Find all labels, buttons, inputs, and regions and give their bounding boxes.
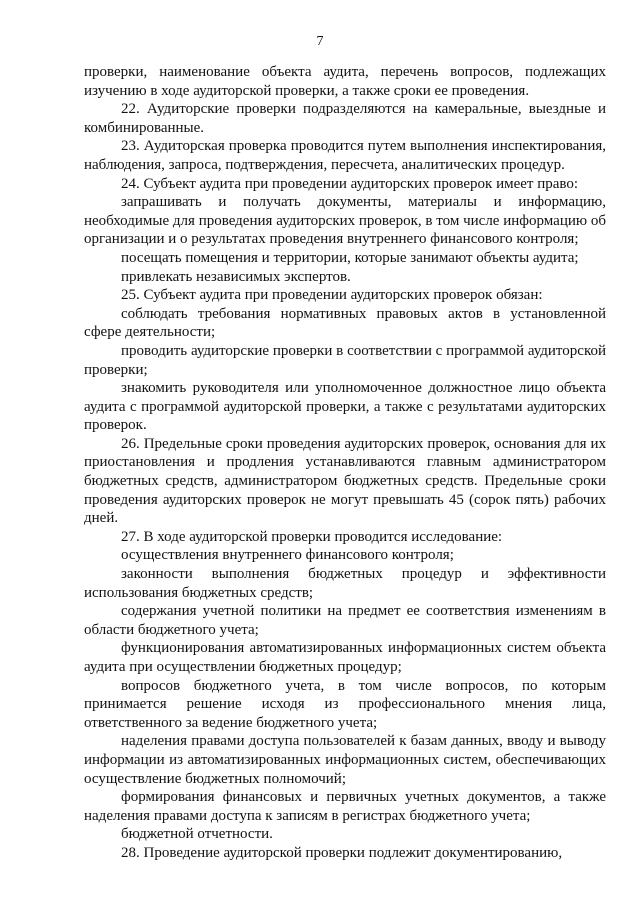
paragraph-22: 22. Аудиторские проверки подразделяются на камеральные, выездные и комбинированные. — [84, 101, 606, 136]
paragraph-27-item: бюджетной отчетности. — [121, 826, 273, 843]
paragraph-27-item: формирования финансовых и первичных учетных документов, а также наделения правами доступа к записям в регистрах бюджетного учета; — [84, 789, 606, 824]
paragraph-27-item: содержания учетной политики на предмет ее соответствия изменениям в области бюджетного учета; — [84, 603, 606, 638]
paragraph-25-item: проводить аудиторские проверки в соответствии с программой аудиторской проверки; — [84, 342, 606, 378]
page-number: 7 — [316, 34, 324, 49]
paragraph-24-item: запрашивать и получать документы, материалы и информацию, необходимые для проведения аудиторских проверок, в том числе информацию об организации и о результатах проведения внутреннего финансового контроля; — [84, 194, 606, 248]
paragraph-continuation: проверки, наименование объекта аудита, перечень вопросов, подлежащих изучению в ходе аудиторской проверки, а также сроки ее проведения. — [84, 64, 606, 99]
paragraph-25: 25. Субъект аудита при проведении аудиторских проверок обязан: — [121, 287, 543, 304]
paragraph-25-item: знакомить руководителя или уполномоченное должностное лицо объекта аудита с программой аудиторской проверки, а также с результатами аудиторских проверок. — [84, 380, 606, 434]
paragraph-26: 26. Предельные сроки проведения аудиторских проверок, основания для их приостановления и продления устанавливаются главным администратором бюджетных средств, администратором бюджетных средств. Предельные сроки проведения аудиторских проверок не могут превышать 45 (сорок пять) рабочих дней. — [84, 435, 606, 527]
paragraph-27-item: вопросов бюджетного учета, в том числе вопросов, по которым принимается решение исходя из профессионального мнения лица, ответственного за ведение бюджетного учета; — [84, 677, 606, 731]
paragraph-28: 28. Проведение аудиторской проверки подлежит документированию, — [121, 844, 563, 861]
paragraph-23: 23. Аудиторская проверка проводится путем выполнения инспектирования, наблюдения, запроса, подтверждения, пересчета, аналитических процедур. — [84, 138, 606, 173]
paragraph-27-item: законности выполнения бюджетных процедур и эффективности использования бюджетных средств; — [84, 566, 606, 601]
paragraph-27: 27. В ходе аудиторской проверки проводится исследование: — [121, 528, 503, 545]
paragraph-27-item: функционирования автоматизированных информационных систем объекта аудита при осуществлении бюджетных процедур; — [84, 640, 606, 675]
paragraph-24-item: привлекать независимых экспертов. — [121, 268, 351, 285]
paragraph-27-item: наделения правами доступа пользователей к базам данных, вводу и выводу информации из автоматизированных информационных систем, обеспечивающих осуществление бюджетных полномочий; — [84, 733, 606, 787]
paragraph-24: 24. Субъект аудита при проведении аудиторских проверок имеет право: — [121, 175, 579, 192]
body-text — [84, 63, 606, 863]
paragraph-27-item: осуществления внутреннего финансового контроля; — [121, 547, 454, 564]
paragraph-24-item: посещать помещения и территории, которые занимают объекты аудита; — [121, 249, 579, 266]
paragraph-25-item: соблюдать требования нормативных правовых актов в установленной сфере деятельности; — [84, 305, 606, 341]
